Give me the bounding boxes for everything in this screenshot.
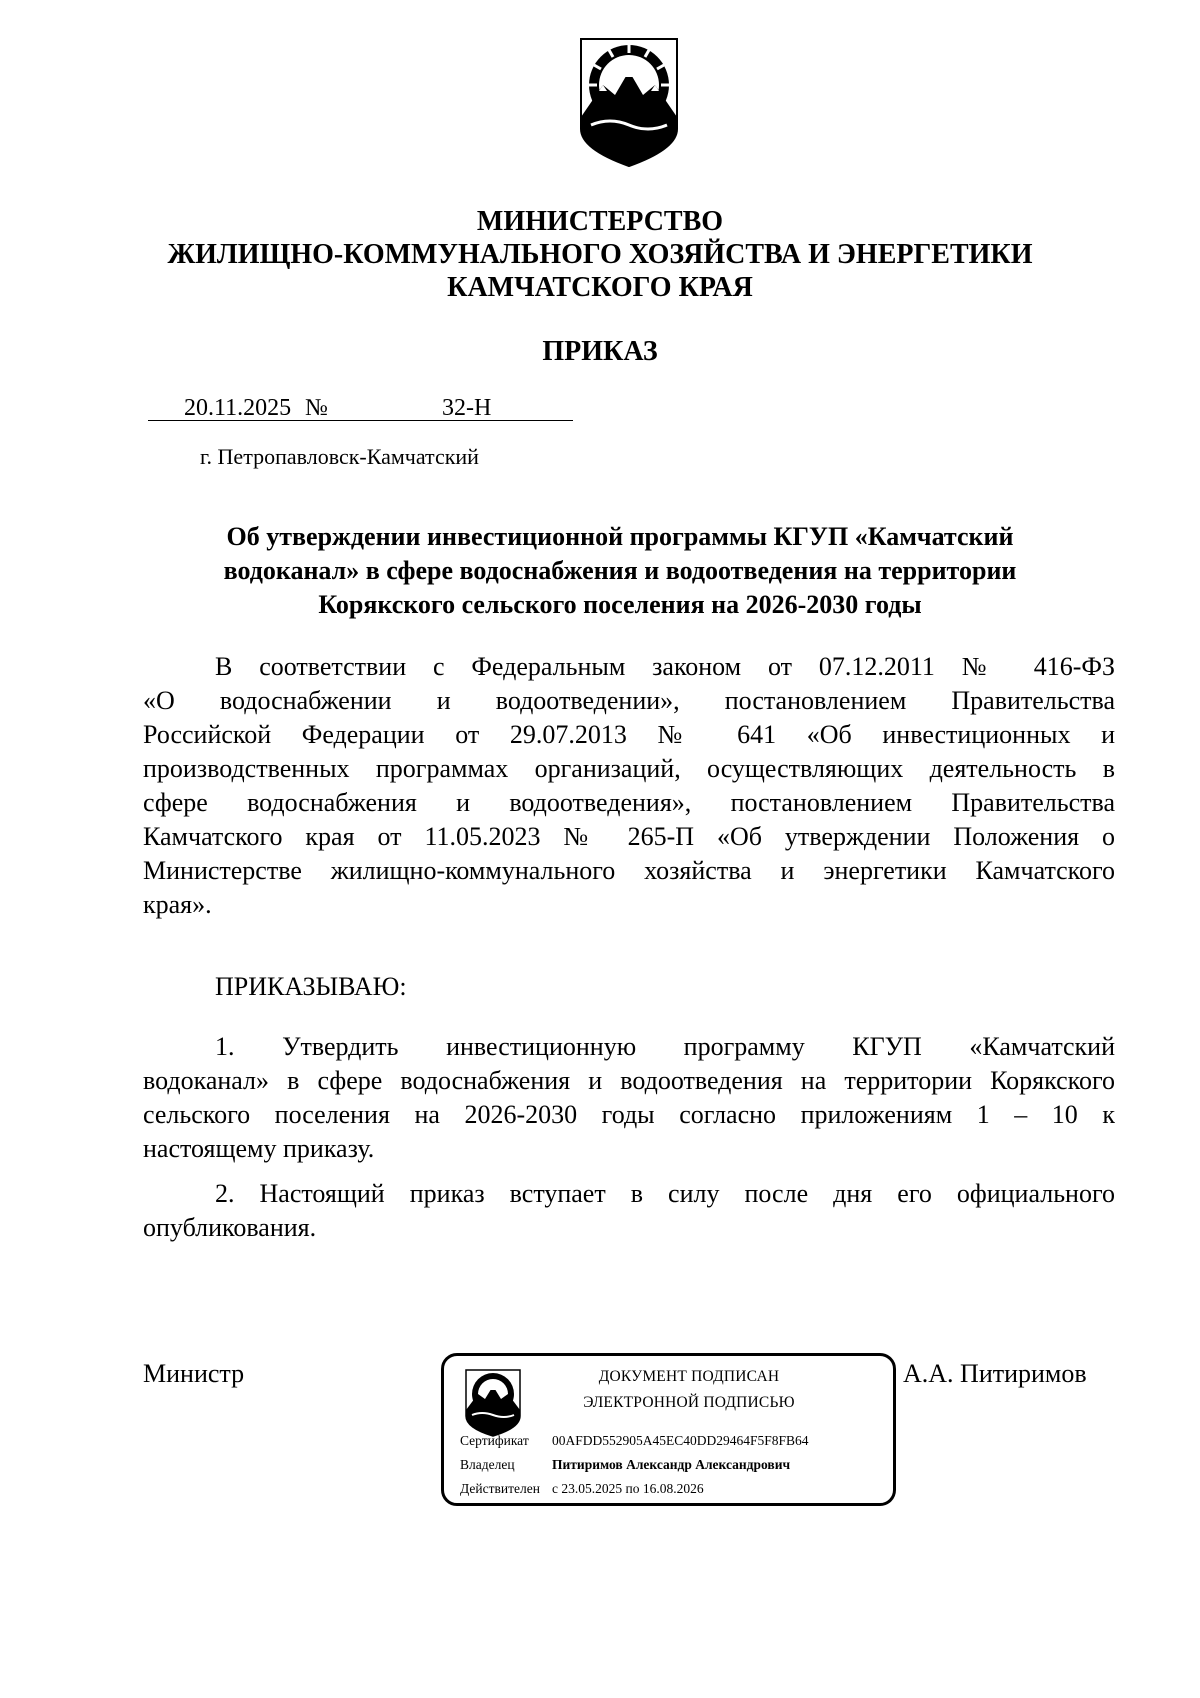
item-line: 2. Настоящий приказ вступает в силу после дня его официального	[215, 1179, 1115, 1208]
preamble-line: Камчатского края от 11.05.2023 № 265-П «Об утверждении Положения о	[143, 822, 1115, 851]
order-verb: ПРИКАЗЫВАЮ:	[215, 972, 407, 1001]
validity-value: с 23.05.2025 по 16.08.2026	[552, 1481, 704, 1496]
validity-label: Действителен	[460, 1481, 540, 1496]
order-number: 32-Н	[442, 395, 492, 421]
item-line: настоящему приказу.	[143, 1134, 375, 1163]
preamble-line: «О водоснабжении и водоотведении», постановлением Правительства	[143, 686, 1115, 715]
number-sign: №	[305, 395, 328, 421]
signer-position: Министр	[143, 1359, 245, 1388]
issue-city: г. Петропавловск-Камчатский	[200, 444, 479, 469]
subject-line-3: Корякского сельского поселения на 2026-2030 годы	[318, 590, 922, 619]
preamble-line: сфере водоснабжения и водоотведения», постановлением Правительства	[143, 788, 1115, 817]
certificate-label: Сертификат	[460, 1433, 529, 1448]
validity-row	[460, 1480, 704, 1498]
number-underline	[305, 420, 573, 421]
coat-of-arms-emblem	[577, 37, 681, 168]
item-line: водоканал» в сфере водоснабжения и водоотведения на территории Корякского	[143, 1066, 1115, 1095]
order-title: ПРИКАЗ	[542, 336, 658, 367]
certificate-value: 00AFDD552905A45EC40DD29464F5F8FB64	[552, 1433, 809, 1448]
item-line: сельского поселения на 2026-2030 годы согласно приложениям 1 – 10 к	[143, 1100, 1115, 1129]
owner-label: Владелец	[460, 1457, 515, 1472]
order-date: 20.11.2025	[184, 395, 292, 421]
item-line: 1. Утвердить инвестиционную программу КГУП «Камчатский	[215, 1032, 1115, 1061]
ministry-header-line-2: ЖИЛИЩНО-КОММУНАЛЬНОГО ХОЗЯЙСТВА И ЭНЕРГЕТИКИ	[167, 239, 1033, 270]
ministry-header-line-1: МИНИСТЕРСТВО	[476, 206, 724, 237]
subject-line-1: Об утверждении инвестиционной программы КГУП «Камчатский	[226, 522, 1014, 551]
item-line: опубликования.	[143, 1213, 317, 1242]
subject-line-2: водоканал» в сфере водоснабжения и водоотведения на территории	[223, 556, 1017, 585]
preamble-line: В соответствии с Федеральным законом от 07.12.2011 № 416-ФЗ	[215, 652, 1115, 681]
ministry-header-line-3: КАМЧАТСКОГО КРАЯ	[447, 272, 753, 303]
order-subject	[160, 520, 1080, 622]
preamble-line: края».	[143, 890, 212, 919]
owner-value: Питиримов Александр Александрович	[552, 1457, 791, 1472]
preamble-line: производственных программах организаций, осуществляющих деятельность в	[143, 754, 1115, 783]
stamp-heading-line-2: ЭЛЕКТРОННОЙ ПОДПИСЬЮ	[583, 1394, 795, 1411]
stamp-heading-line-1: ДОКУМЕНТ ПОДПИСАН	[598, 1368, 780, 1385]
owner-row	[460, 1456, 790, 1474]
preamble-line: Министерстве жилищно-коммунального хозяйства и энергетики Камчатского	[143, 856, 1115, 885]
ministry-header	[0, 205, 1200, 304]
electronic-signature-stamp	[441, 1353, 896, 1506]
preamble-line: Российской Федерации от 29.07.2013 № 641 «Об инвестиционных и	[143, 720, 1115, 749]
certificate-row	[460, 1432, 809, 1450]
stamp-heading	[544, 1364, 834, 1416]
signer-name: А.А. Питиримов	[903, 1359, 1087, 1388]
stamp-emblem	[464, 1368, 522, 1438]
